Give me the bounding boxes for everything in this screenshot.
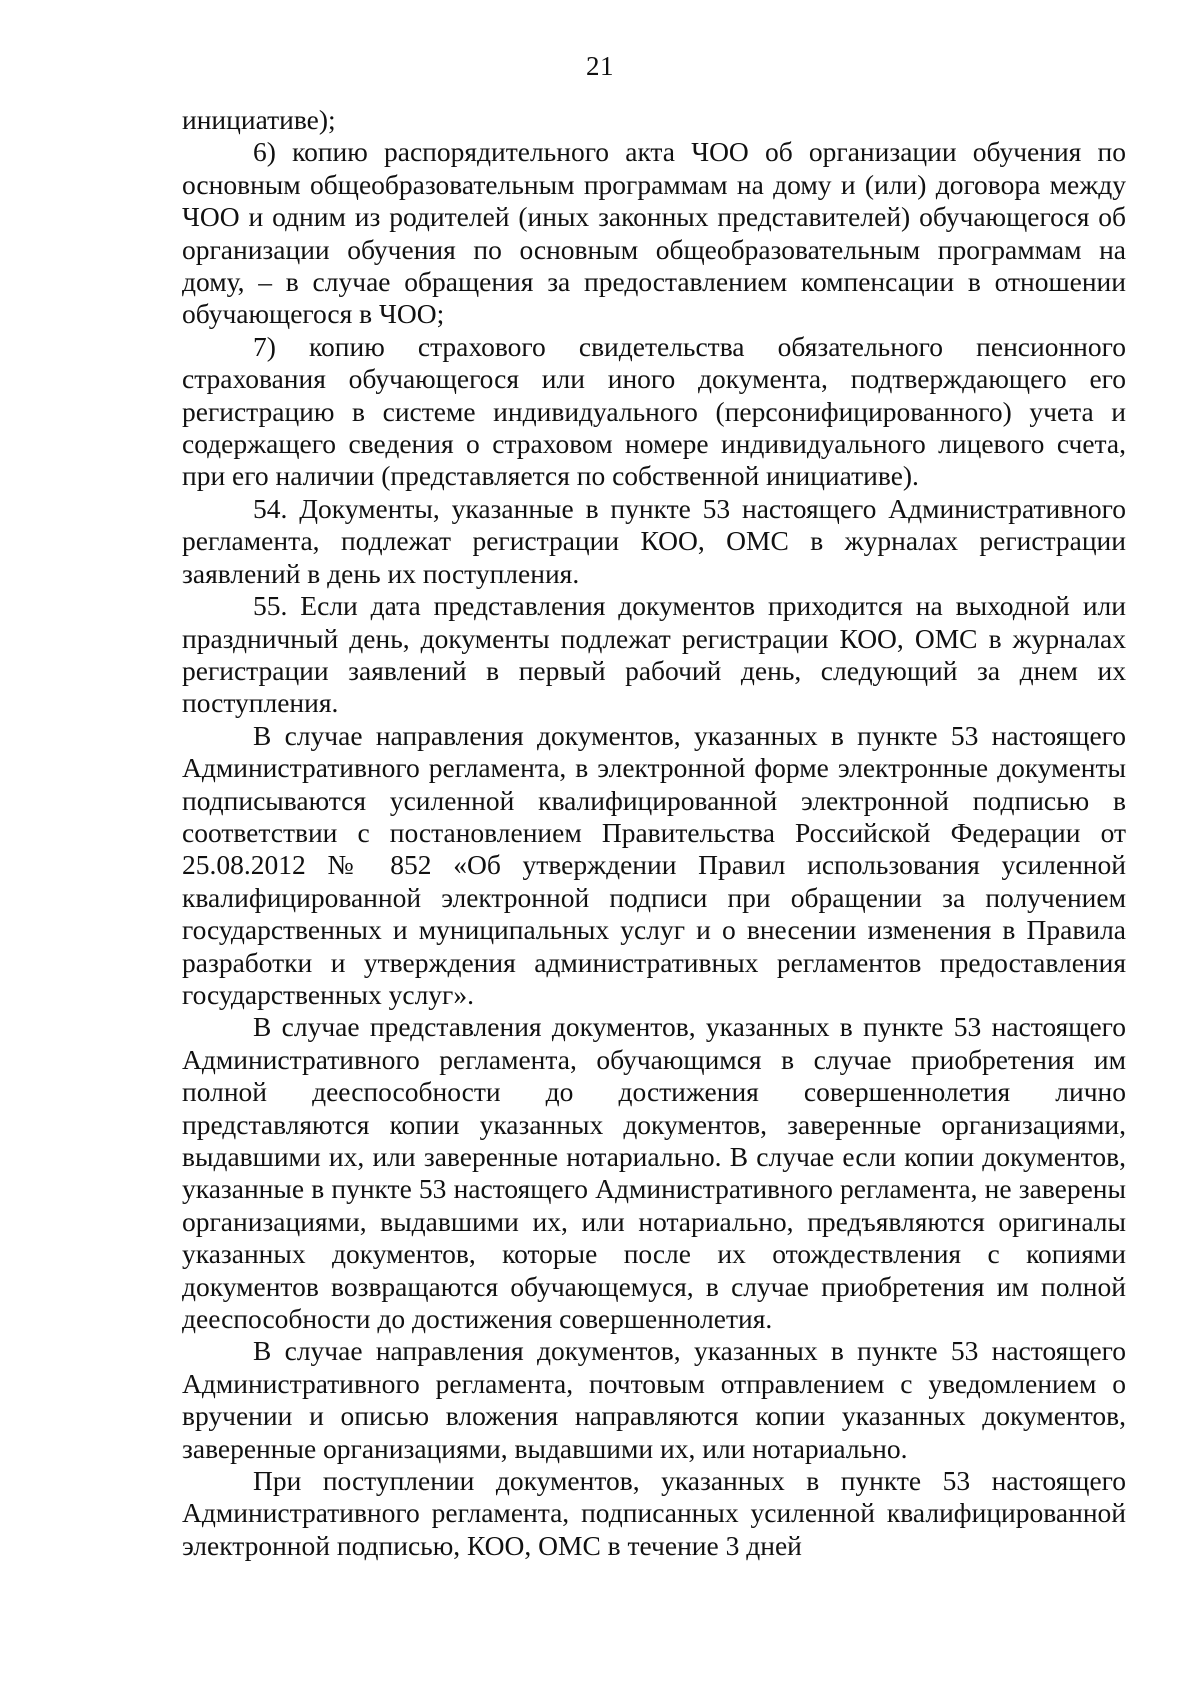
paragraph-continuation: инициативе); bbox=[182, 104, 336, 135]
paragraph-clause-55: 55. Если дата представления документов приходится на выходной или праздничный день, документы подлежат регистрации КОО, ОМС в журналах регистрации заявлений в первый рабочий день, следующий за днем их поступления. bbox=[182, 590, 1126, 719]
paragraph-item-6: 6) копию распорядительного акта ЧОО об организации обучения по основным общеобразовательным программам на дому и (или) договора между ЧОО и одним из родителей (иных законных представителей) обучающегося об организации обучения по основным общеобразовательным программам на дому, – в случае обращения за предоставлением компенсации в отношении обучающегося в ЧОО; bbox=[182, 136, 1126, 330]
paragraph-personal-submission: В случае представления документов, указанных в пункте 53 настоящего Административного регламента, обучающимся в случае приобретения им полной дееспособности до достижения совершеннолетия лично представляются копии указанных документов, заверенные организациями, выдавшими их, или заверенные нотариально. В случае если копии документов, указанные в пункте 53 настоящего Административного регламента, не заверены организациями, выдавшими их, или нотариально, предъявляются оригиналы указанных документов, которые после их отождествления с копиями документов возвращаются обучающемуся, в случае приобретения им полной дееспособности до достижения совершеннолетия. bbox=[182, 1011, 1126, 1335]
paragraph-signed-documents: При поступлении документов, указанных в пункте 53 настоящего Административного регламента, подписанных усиленной квалифицированной электронной подписью, КОО, ОМС в течение 3 дней bbox=[182, 1465, 1126, 1561]
paragraph-item-7: 7) копию страхового свидетельства обязательного пенсионного страхования обучающегося или иного документа, подтверждающего его регистрацию в системе индивидуального (персонифицированного) учета и содержащего сведения о страховом номере индивидуального лицевого счета, при его наличии (представляется по собственной инициативе). bbox=[182, 330, 1126, 492]
paragraph-electronic-submission: В случае направления документов, указанных в пункте 53 настоящего Административного регламента, в электронной форме электронные документы подписываются усиленной квалифицированной электронной подписью в соответствии с постановлением Правительства Российской Федерации от 25.08.2012 № 852 «Об утверждении Правил использования усиленной квалифицированной электронной подписи при обращении за получением государственных и муниципальных услуг и о внесении изменения в Правила разработки и утверждения административных регламентов предоставления государственных услуг». bbox=[182, 719, 1126, 1010]
page-number: 21 bbox=[586, 51, 614, 81]
paragraph-clause-54: 54. Документы, указанные в пункте 53 настоящего Административного регламента, подлежат регистрации КОО, ОМС в журналах регистрации заявлений в день их поступления. bbox=[182, 492, 1126, 589]
paragraph-postal-submission: В случае направления документов, указанных в пункте 53 настоящего Административного регламента, почтовым отправлением с уведомлением о вручении и описью вложения направляются копии указанных документов, заверенные организациями, выдавшими их, или нотариально. bbox=[182, 1335, 1126, 1464]
document-body bbox=[182, 104, 1126, 1562]
